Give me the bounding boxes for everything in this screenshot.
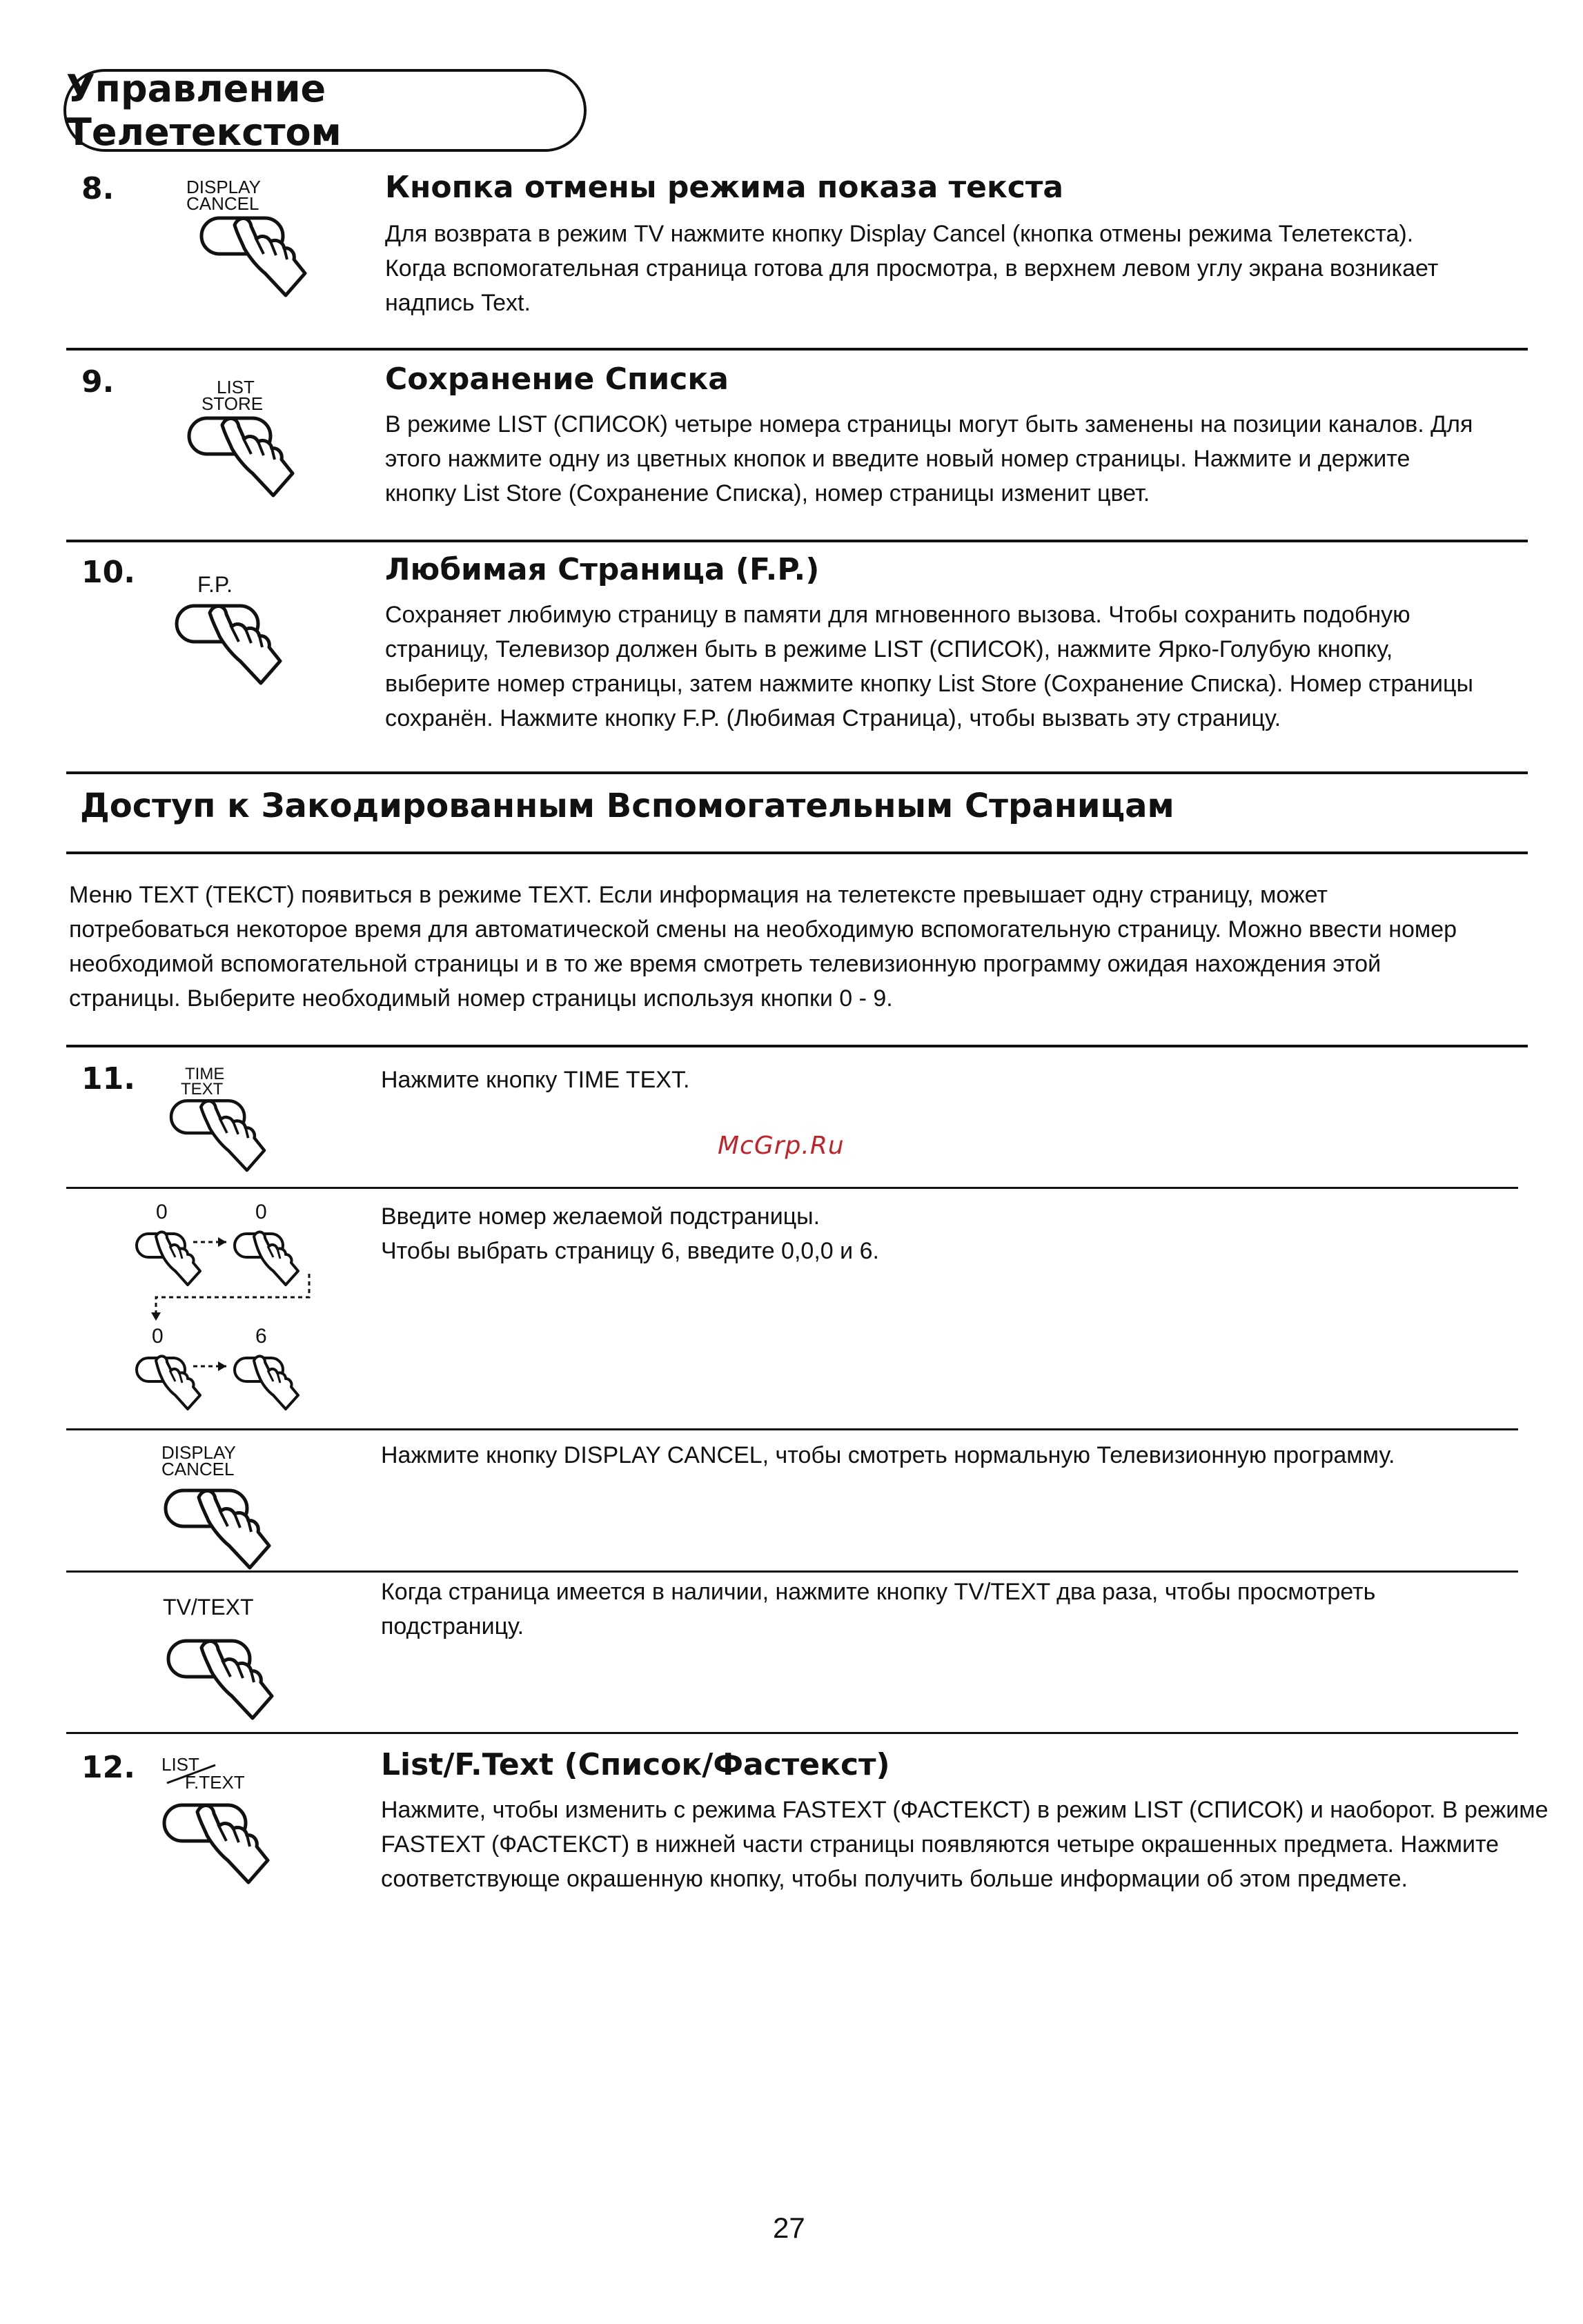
item-number: 10.	[81, 555, 135, 590]
item-number: 12.	[81, 1750, 135, 1785]
button-label: TEXT	[181, 1080, 224, 1099]
watermark: McGrp.Ru	[718, 1132, 845, 1160]
display-cancel-button-icon	[160, 1442, 298, 1566]
tv-text-button-icon	[163, 1587, 301, 1718]
item-number: 9.	[81, 364, 115, 400]
page-number: 27	[773, 2212, 805, 2244]
button-label: CANCEL	[186, 193, 259, 214]
divider	[66, 1732, 1518, 1734]
divider	[66, 1187, 1518, 1189]
button-label: DISPLAY	[161, 1442, 236, 1463]
list-store-button-icon	[181, 378, 305, 495]
item-number: 11.	[81, 1061, 135, 1096]
digit-label: 0	[152, 1325, 164, 1348]
digit-buttons-sequence	[124, 1199, 352, 1420]
digit-label: 0	[255, 1201, 267, 1223]
display-cancel-button-icon	[181, 178, 305, 295]
divider	[66, 851, 1528, 854]
step-description: Нажмите кнопку DISPLAY CANCEL, чтобы смотреть нормальную Телевизионную программу.	[381, 1442, 1395, 1468]
button-label: TIME	[185, 1065, 225, 1083]
digit-label: 6	[255, 1325, 267, 1348]
item-number: 8.	[81, 171, 115, 206]
divider	[66, 1045, 1528, 1047]
time-text-button-icon	[181, 1063, 305, 1173]
button-label: CANCEL	[161, 1459, 235, 1479]
item-heading: List/F.Text (Список/Фастекст)	[381, 1747, 890, 1782]
button-label: F.P.	[197, 572, 233, 597]
button-label: LIST	[217, 377, 255, 397]
favorite-page-button-icon	[177, 573, 301, 690]
item-description: Сохраняет любимую страницу в памяти для мгновенного вызова. Чтобы сохранить подобную страницу, Телевизор должен быть в режиме LIST (СПИСОК), нажмите Ярко-Голубую кнопку, выберите номер страницы, затем нажмите кнопку List Store (Сохранение Списка). Номер страницы сохранён. Нажмите кнопку F.P. (Любимая Страница), чтобы вызвать эту страницу.	[385, 602, 1473, 731]
item-description: В режиме LIST (СПИСОК) четыре номера страницы могут быть заменены на позиции каналов. Для этого нажмите одну из цветных кнопок и введите новый номер страницы. Нажмите и держите кнопку List Store (Сохранение Списка), номер страницы изменит цвет.	[385, 411, 1473, 506]
divider	[66, 1570, 1518, 1573]
button-label: STORE	[201, 393, 264, 414]
step-description: Нажмите кнопку TIME TEXT.	[381, 1067, 690, 1093]
button-label: TV/TEXT	[163, 1595, 254, 1619]
step-description: Когда страница имеется в наличии, нажмите кнопку TV/TEXT два раза, чтобы просмотреть подстраницу.	[381, 1579, 1376, 1639]
page-title: Управление Телетекстом	[63, 69, 587, 152]
divider	[66, 1428, 1518, 1430]
step-description: Введите номер желаемой подстраницы. Чтобы выбрать страницу 6, введите 0,0,0 и 6.	[381, 1203, 879, 1264]
list-ftext-button-icon	[160, 1753, 298, 1877]
item-heading: Кнопка отмены режима показа текста	[385, 170, 1064, 205]
section-intro: Меню TEXT (ТЕКСТ) появиться в режиме TEXT. Если информация на телетексте превышает одну страницу, может потребоваться некоторое время для автоматической смены на необходимую вспомогательную страницу. Можно ввести номер необходимой вспомогательной страницы и в то же время смотреть телевизионную программу ожидая нахождения этой страницы. Выберите необходимый номер страницы используя кнопки 0 - 9.	[69, 882, 1457, 1012]
divider	[66, 540, 1528, 542]
section-heading: Доступ к Закодированным Вспомогательным Страницам	[80, 787, 1174, 825]
item-description: Для возврата в режим TV нажмите кнопку Display Cancel (кнопка отмены режима Телетекста). Когда вспомогательная страница готова для просмотра, в верхнем левом углу экрана возникает надпись Text.	[385, 221, 1439, 316]
item-heading: Любимая Страница (F.P.)	[385, 552, 820, 587]
digit-label: 0	[156, 1201, 168, 1223]
divider	[66, 348, 1528, 351]
divider	[66, 771, 1528, 774]
step-description: Нажмите, чтобы изменить с режима FASTEXT (ФАСТЕКСТ) в режим LIST (СПИСОК) и наоборот. В режиме FASTEXT (ФАСТЕКСТ) в нижней части страницы появляются четыре окрашенных предмета. Нажмите соответствующе окрашенную кнопку, чтобы получить больше информации об этом предмете.	[381, 1797, 1548, 1892]
button-label: LIST	[161, 1754, 199, 1775]
button-label: DISPLAY	[186, 177, 261, 197]
item-heading: Сохранение Списка	[385, 362, 729, 397]
button-label: F.TEXT	[185, 1772, 245, 1793]
